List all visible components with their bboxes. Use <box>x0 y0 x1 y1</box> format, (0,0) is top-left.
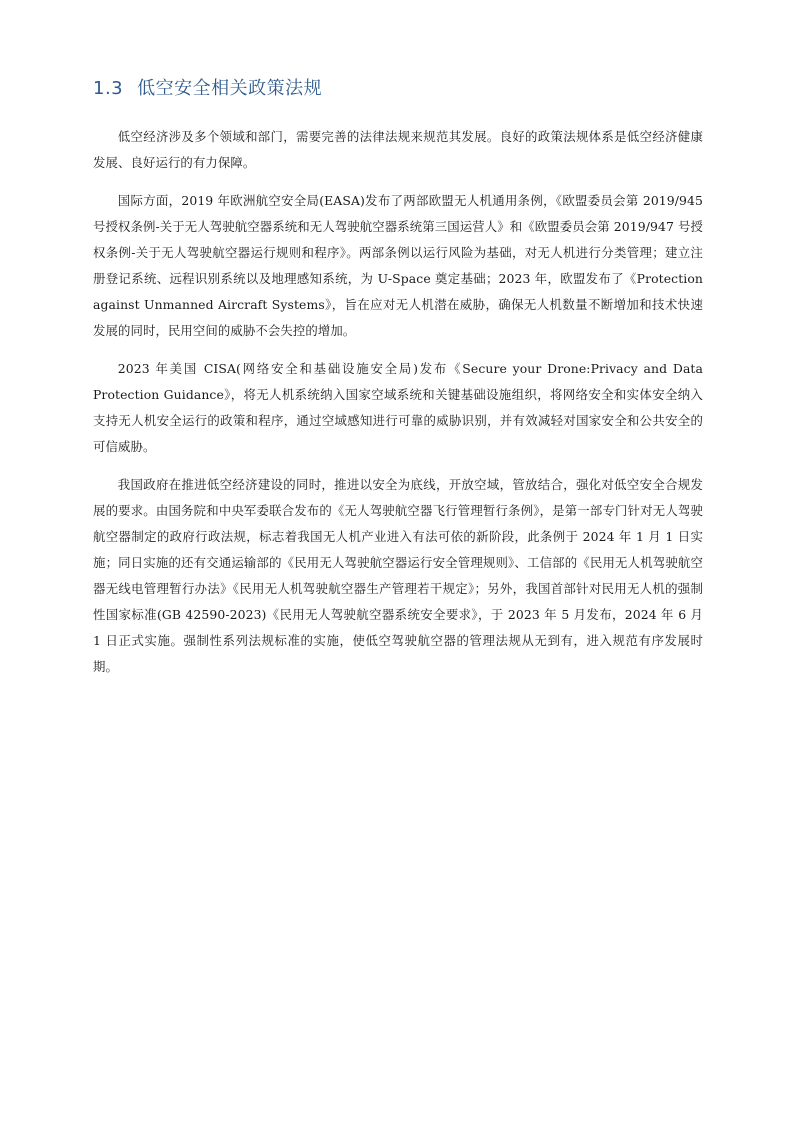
paragraph-international-eu: 国际方面，2019 年欧洲航空安全局(EASA)发布了两部欧盟无人机通用条例，《欧盟委员会第 2019/945 号授权条例-关于无人驾驶航空器系统和无人驾驶航空器系统第三国运营人》和《欧盟委员会第 2019/947 号授权条例-关于无人驾驶航空器运行规则和程序》。两部条例以运行风险为基础，对无人机进行分类管理；建立注册登记系统、远程识别系统以及地理感知系统，为 U-Space 奠定基础；2023 年，欧盟发布了《Protection against Unmanned Aircraft Systems》，旨在应对无人机潜在威胁，确保无人机数量不断增加和技术快速发展的同时，民用空间的威胁不会失控的增加。 <box>93 193 703 338</box>
paragraph-china: 我国政府在推进低空经济建设的同时，推进以安全为底线，开放空域，管放结合，强化对低空安全合规发展的要求。由国务院和中央军委联合发布的《无人驾驶航空器飞行管理暂行条例》，是第一部专门针对无人驾驶航空器制定的政府行政法规，标志着我国无人机产业进入有法可依的新阶段，此条例于 2024 年 1 月 1 日实施；同日实施的还有交通运输部的《民用无人驾驶航空器运行安全管理规则》、工信部的《民用无人机驾驶航空器无线电管理暂行办法》《民用无人机驾驶航空器生产管理若干规定》；另外，我国首部针对民用无人机的强制性国家标准(GB 42590-2023)《民用无人驾驶航空器系统安全要求》，于 2023 年 5 月发布，2024 年 6 月 1 日正式实施。强制性系列法规标准的实施，使低空驾驶航空器的管理法规从无到有，进入规范有序发展时期。 <box>93 477 703 674</box>
paragraph-international-us: 2023 年美国 CISA(网络安全和基础设施安全局)发布《Secure your Drone:Privacy and Data Protection Guidance》，将无人机系统纳入国家空域系统和关键基础设施组织，将网络安全和实体安全纳入支持无人机安全运行的政策和程序，通过空域感知进行可靠的威胁识别，并有效减轻对国家安全和公共安全的可信威胁。 <box>93 361 703 454</box>
paragraph-intro: 低空经济涉及多个领域和部门，需要完善的法律法规来规范其发展。良好的政策法规体系是低空经济健康发展、良好运行的有力保障。 <box>93 129 703 170</box>
section-title: 低空安全相关政策法规 <box>137 78 323 99</box>
section-heading <box>93 76 703 102</box>
section-number: 1.3 <box>93 78 124 99</box>
body-text <box>93 124 703 692</box>
